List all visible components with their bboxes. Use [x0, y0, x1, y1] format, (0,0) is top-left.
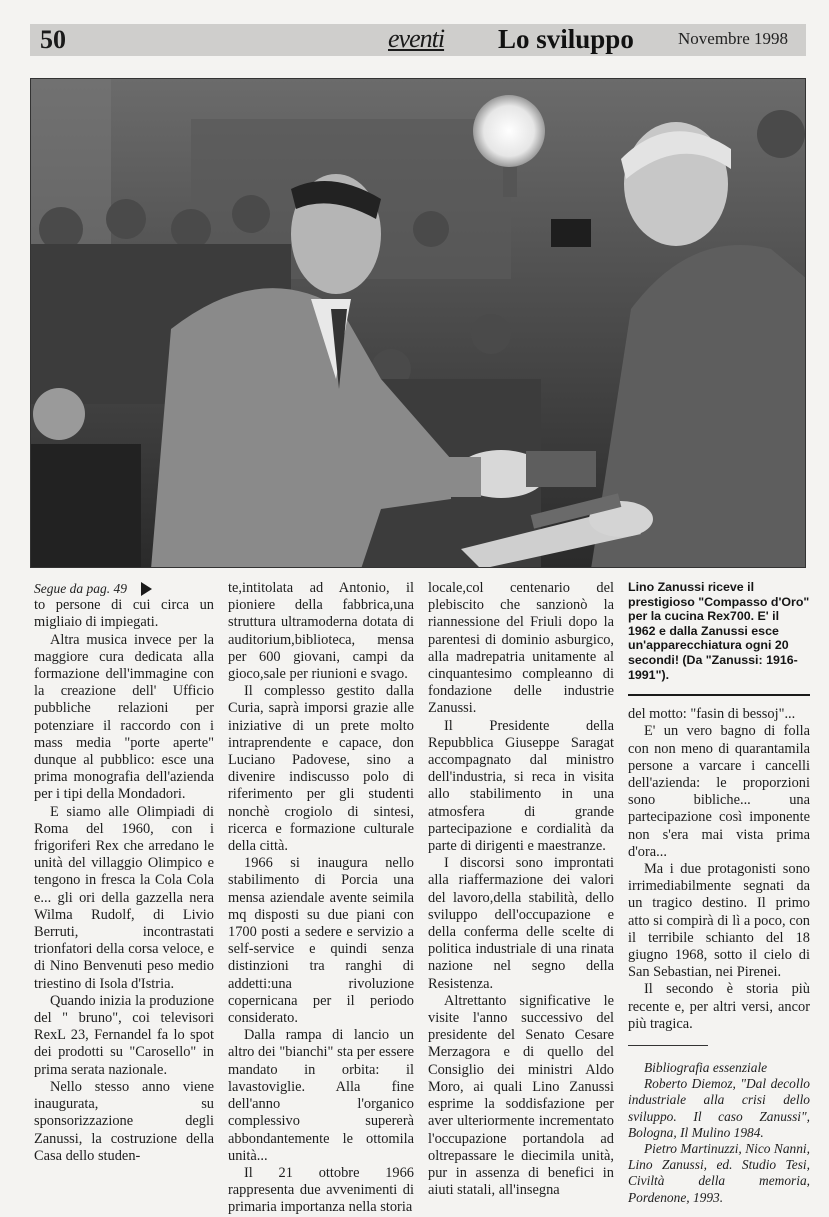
paragraph: Dalla rampa di lancio un altro dei "bianchi" sta per essere mandato in orbita: il lavastoviglie. Alla fine dell'anno l'organico complessivo supererà abbondantemente le ottomila unità... [228, 1027, 414, 1164]
paragraph: Il Presidente della Repubblica Giuseppe Saragat accompagnato dal ministro dell'industria, si reca in visita allo stabilimento in una atmosfera di grande partecipazione e cordialità da parte di dirigenti e maestranze. [428, 717, 614, 855]
bibliography-heading: Bibliografia essenziale [644, 1060, 768, 1076]
paragraph: Quando inizia la produzione del " bruno", coi televisori RexL 23, Fernandel fa lo spot dei prodotti su "Carosello" in prima serata nazionale. [34, 992, 214, 1078]
paragraph: te,intitolata ad Antonio, il pioniere della fabbrica,una struttura ultramoderna dotata di auditorium,biblioteca, mensa per 600 giovani, campi da gioco,sale per riunioni e svago. [228, 580, 414, 683]
issue-date: Novembre 1998 [678, 29, 789, 48]
divider [628, 1045, 708, 1046]
rubric-title: eventi [388, 24, 445, 53]
text-column-3 [428, 580, 614, 1199]
paragraph: Altrettanto significative le visite l'anno successivo del presidente del Senato Cesare Merzagora e di quello del Consiglio dei ministri Aldo Moro, ai quali Lino Zanussi esprime la soddisfazione per aver ulteriormente incrementato l'occupazione portandola ad oltrepassare le diecimila unità, pur in assenza di benefici in aiuti statali, all'insegna [428, 992, 614, 1199]
paragraph: 1966 si inaugura nello stabilimento di Porcia una mensa aziendale avente seimila mq disposti su due piani con 1700 posti a sedere e servizio a self-service e quindi senza distinzioni tra ranghi di addetti:una rivoluzione copernicana per il periodo considerato. [228, 855, 414, 1027]
text-column-2 [228, 580, 414, 1217]
paragraph: Il 21 ottobre 1966 rappresenta due avvenimenti di primaria importanza nella storia [228, 1164, 414, 1216]
continued-from-label: Segue da pag. 49 [34, 581, 127, 596]
text-column-4 [628, 580, 810, 1206]
section-title: Lo sviluppo [498, 24, 634, 54]
bibliography-entry: Roberto Diemoz, "Dal decollo industriale alla crisi dello sviluppo. Il caso Zanussi", Bologna, Il Mulino 1984. [628, 1076, 810, 1140]
paragraph: Ma i due protagonisti sono irrimediabilmente segnati da un tragico destino. Il primo atto si compirà di lì a poco, con il terribile schianto del 18 giugno 1968, sotto il cielo di San Sebastian, nei Pirenei. [628, 860, 810, 981]
bibliography-entry: Pietro Martinuzzi, Nico Nanni, Lino Zanussi, ed. Studio Tesi, Civiltà della memoria, Pordenone, 1993. [628, 1141, 810, 1205]
page-header [30, 24, 806, 56]
bibliography [628, 1060, 810, 1206]
paragraph: I discorsi sono improntati alla riaffermazione dei valori del lavoro,della stabilità, dello sviluppo dell'occupazione e della conferma delle scelte di politica industriale di una rinata nazione nel segno della Resistenza. [428, 855, 614, 992]
paragraph: Altra musica invece per la maggiore cura dedicata alla formazione dell'immagine con la creazione dell' Ufficio pubbliche relazioni per potenziare il raccordo con i mass media "porte aperte" dunque al pubblico: esce una prima monografia dell'azienda per i tipi della Mondadori. [34, 631, 214, 803]
text-column-1 [34, 580, 214, 1165]
handshake-photo [30, 78, 806, 568]
photo-caption: Lino Zanussi riceve il prestigioso "Compasso d'Oro" per la cucina Rex700. E' il 1962 e dalla Zanussi esce un'apparecchiatura ogni 20 secondi! (Da "Zanussi: 1916-1991"). [628, 580, 810, 696]
paragraph: locale,col centenario del plebiscito che sanzionò la riannessione del Friuli dopo la parentesi di dominio asburgico, alla madrepatria unitamente al cinquantesimo compleanno di fondazione delle industrie Zanussi. [428, 580, 614, 717]
play-arrow-icon [141, 582, 152, 596]
paragraph: E siamo alle Olimpiadi di Roma del 1960, con i frigoriferi Rex che arredano le unità del villaggio Olimpico e tengono in fresca la Cola Cola e... gli ori della gazzella nera Wilma Rudolf, di Livio Berruti, incontrastati trionfatori della corsa veloce, e di Nino Benvenuti peso medio triestino di Isola d'Istria. [34, 803, 214, 992]
continued-from [34, 580, 214, 597]
paragraph: Il complesso gestito dalla Curia, saprà imporsi grazie alle iniziative di un prete molto intraprendente e capace, don Luciano Padovese, sino a divenire indiscusso polo di riferimento per gli studenti nonchè crogiolo di sintesi, ricerca e formazione culturale della città. [228, 683, 414, 855]
paragraph: Il secondo è storia più recente e, per altri versi, ancor più tragica. [628, 981, 810, 1032]
page-number: 50 [40, 25, 66, 54]
photo-icon [31, 79, 806, 568]
paragraph: E' un vero bagno di folla con non meno di quarantamila persone a varcare i cancelli dell'azienda: le proporzioni sono bibliche... una partecipazione così imponente non s'era mai vista prima d'ora... [628, 723, 810, 860]
paragraph: to persone di cui circa un migliaio di impiegati. [34, 597, 214, 631]
paragraph: del motto: "fasin di bessoj"... [628, 706, 796, 723]
paragraph: Nello stesso anno viene inaugurata, su sponsorizzazione degli Zanussi, la costruzione della Casa dello studen- [34, 1078, 214, 1164]
